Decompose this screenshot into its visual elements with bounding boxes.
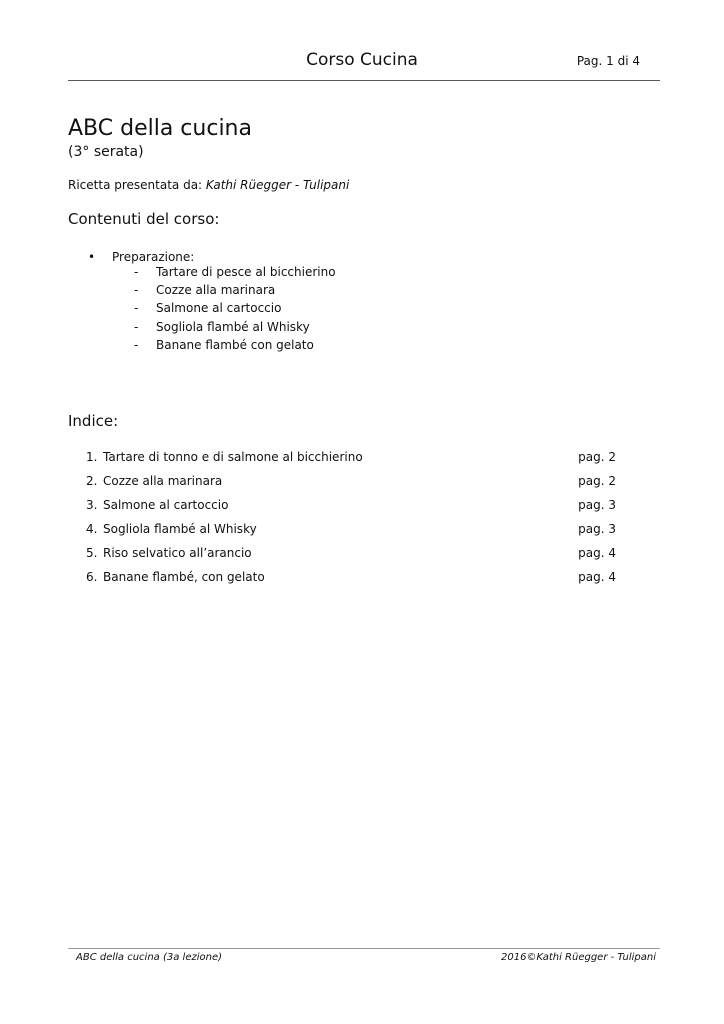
index-page: pag. 3 [578,522,616,536]
preparation-label: Preparazione: [112,250,195,264]
footer-divider [68,948,660,949]
index-entry: 1. Tartare di tonno e di salmone al bicchierino pag. 2 [86,450,616,464]
presenter-line [68,178,349,192]
presenter-label: Ricetta presentata da: [68,178,203,192]
contents-item: - Salmone al cartoccio [134,301,282,315]
header-title: Corso Cucina [306,50,418,70]
index-page: pag. 4 [578,570,616,584]
index-heading: Indice: [68,412,119,430]
index-entry: 2. Cozze alla marinara pag. 2 [86,474,616,488]
index-entry: 5. Riso selvatico all’arancio pag. 4 [86,546,616,560]
index-page: pag. 2 [578,450,616,464]
document-title: ABC della cucina [68,116,252,141]
header-divider [68,80,660,81]
index-entry: 3. Salmone al cartoccio pag. 3 [86,498,616,512]
index-entry: 4. Sogliola flambé al Whisky pag. 3 [86,522,616,536]
presenter-name: Kathi Rüegger - Tulipani [205,178,350,192]
index-entry: 6. Banane flambé, con gelato pag. 4 [86,570,616,584]
contents-item: - Sogliola flambé al Whisky [134,320,310,334]
index-page: pag. 4 [578,546,616,560]
contents-item: - Banane flambé con gelato [134,338,314,352]
footer-right: 2016©Kathi Rüegger - Tulipani [501,952,656,963]
footer-left: ABC della cucina (3a lezione) [76,952,223,963]
page-number: Pag. 1 di 4 [576,54,640,68]
document-subtitle: (3° serata) [68,144,144,160]
index-page: pag. 2 [578,474,616,488]
preparation-bullet [88,250,194,264]
contents-heading: Contenuti del corso: [68,210,220,228]
bullet-icon: • [88,250,96,264]
contents-item: - Cozze alla marinara [134,283,276,297]
index-page: pag. 3 [578,498,616,512]
contents-item: - Tartare di pesce al bicchierino [134,265,336,279]
